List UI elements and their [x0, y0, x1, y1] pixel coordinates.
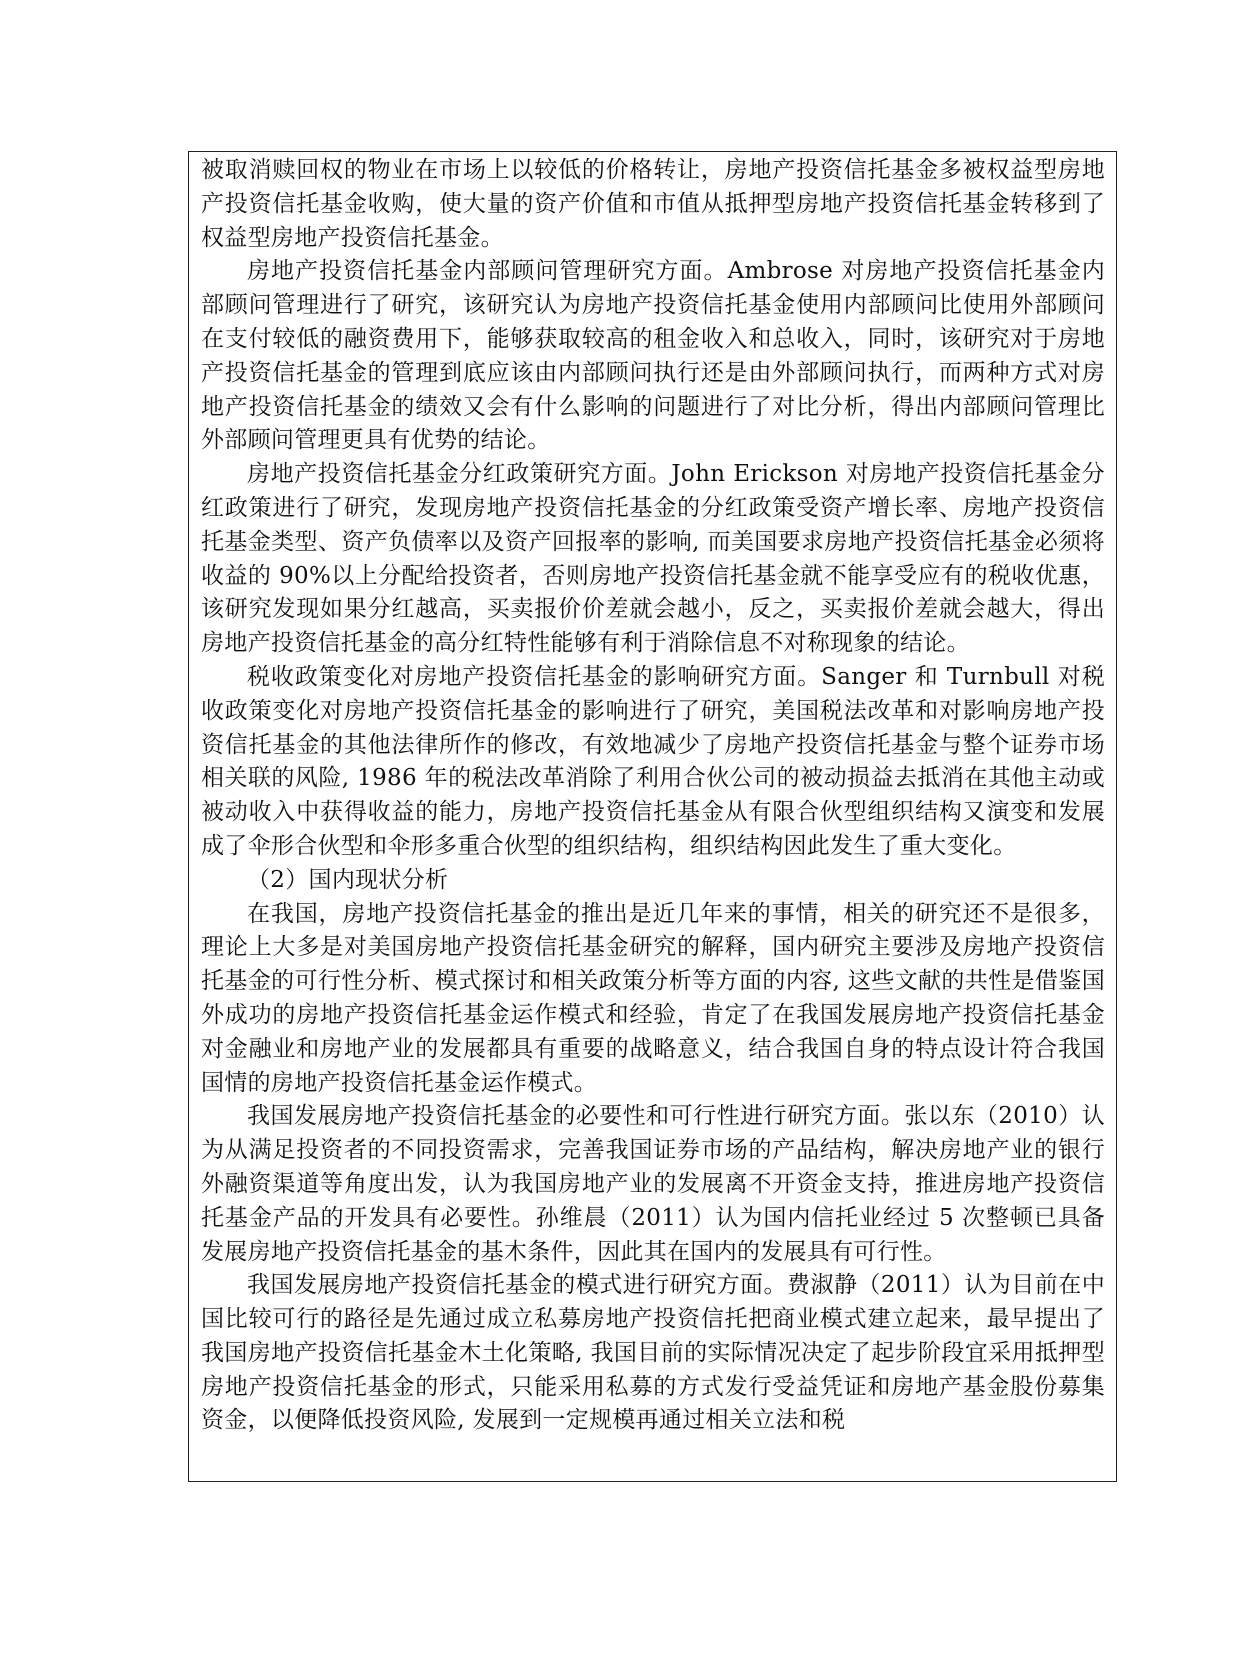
- paragraph-necessity-feasibility: 我国发展房地产投资信托基金的必要性和可行性进行研究方面。张以东（2010）认为从满足投资者的不同投资需求，完善我国证券市场的产品结构，解决房地产业的银行外融资渠道等角度出发，认为我国房地产业的发展离不开资金支持，推进房地产投资信托基金产品的开发具有必要性。孙维晨（2011）认为国内信托业经过 5 次整顿已具备发展房地产投资信托基金的基木条件，因此其在国内的发展具有可行性。: [201, 1103, 1105, 1265]
- paragraph-development-model: 我国发展房地产投资信托基金的模式进行研究方面。费淑静（2011）认为目前在中国比较可行的路径是先通过成立私募房地产投资信托把商业模式建立起来，最早提出了我国房地产投资信托基金木土化策略, 我国目前的实际情况决定了起步阶段宜采用抵押型房地产投资信托基金的形式，只能采用私募的方式发行受益凭证和房地产基金股份募集资金，以便降低投资风险, 发展到一定规模再通过相关立法和税: [201, 1272, 1105, 1434]
- paragraph-internal-advisor-research: 房地产投资信托基金内部顾问管理研究方面。Ambrose 对房地产投资信托基金内部顾问管理进行了研究，该研究认为房地产投资信托基金使用内部顾问比使用外部顾问在支付较低的融资费用下，能够获取较高的租金收入和总收入，同时，该研究对于房地产投资信托基金的管理到底应该由内部顾问执行还是由外部顾问执行，而两种方式对房地产投资信托基金的绩效又会有什么影响的问题进行了对比分析，得出内部顾问管理比外部顾问管理更具有优势的结论。: [201, 258, 1105, 454]
- paragraph-tax-policy-research: 税收政策变化对房地产投资信托基金的影响研究方面。Sanger 和 Turnbull 对税收政策变化对房地产投资信托基金的影响进行了研究，美国税法改革和对影响房地产投资信托基金的其他法律所作的修改，有效地减少了房地产投资信托基金与整个证券市场相关联的风险, 1986 年的税法改革消除了利用合伙公司的被动损益去抵消在其他主动或被动收入中获得收益的能力，房地产投资信托基金从有限合伙型组织结构又演变和发展成了伞形合伙型和伞形多重合伙型的组织结构，组织结构因此发生了重大变化。: [201, 663, 1105, 859]
- paragraph-dividend-policy-research: 房地产投资信托基金分红政策研究方面。John Erickson 对房地产投资信托基金分红政策进行了研究，发现房地产投资信托基金的分红政策受资产增长率、房地产投资信托基金类型、资产负债率以及资产回报率的影响, 而美国要求房地产投资信托基金必须将收益的 90%以上分配给投资者，否则房地产投资信托基金就不能享受应有的税收优惠，该研究发现如果分红越高，买卖报价价差就会越小，反之，买卖报价差就会越大，得出房地产投资信托基金的高分红特性能够有利于消除信息不对称现象的结论。: [201, 461, 1105, 657]
- bordered-text-frame: [188, 151, 1117, 1482]
- document-body: [201, 154, 1105, 1438]
- paragraph-domestic-overview: 在我国，房地产投资信托基金的推出是近几年来的事情，相关的研究还不是很多，理论上大多是对美国房地产投资信托基金研究的解释，国内研究主要涉及房地产投资信托基金的可行性分析、模式探讨和相关政策分析等方面的内容, 这些文献的共性是借鉴国外成功的房地产投资信托基金运作模式和经验，肯定了在我国发展房地产投资信托基金对金融业和房地产业的发展都具有重要的战略意义，结合我国自身的特点设计符合我国国情的房地产投资信托基金运作模式。: [201, 900, 1105, 1096]
- section-heading-domestic-status: （2）国内现状分析: [247, 866, 449, 893]
- paragraph-mortgage-reit-transfer: 被取消赎回权的物业在市场上以较低的价格转让，房地产投资信托基金多被权益型房地产投资信托基金收购，使大量的资产价值和市值从抵押型房地产投资信托基金转移到了权益型房地产投资信托基金。: [201, 157, 1105, 251]
